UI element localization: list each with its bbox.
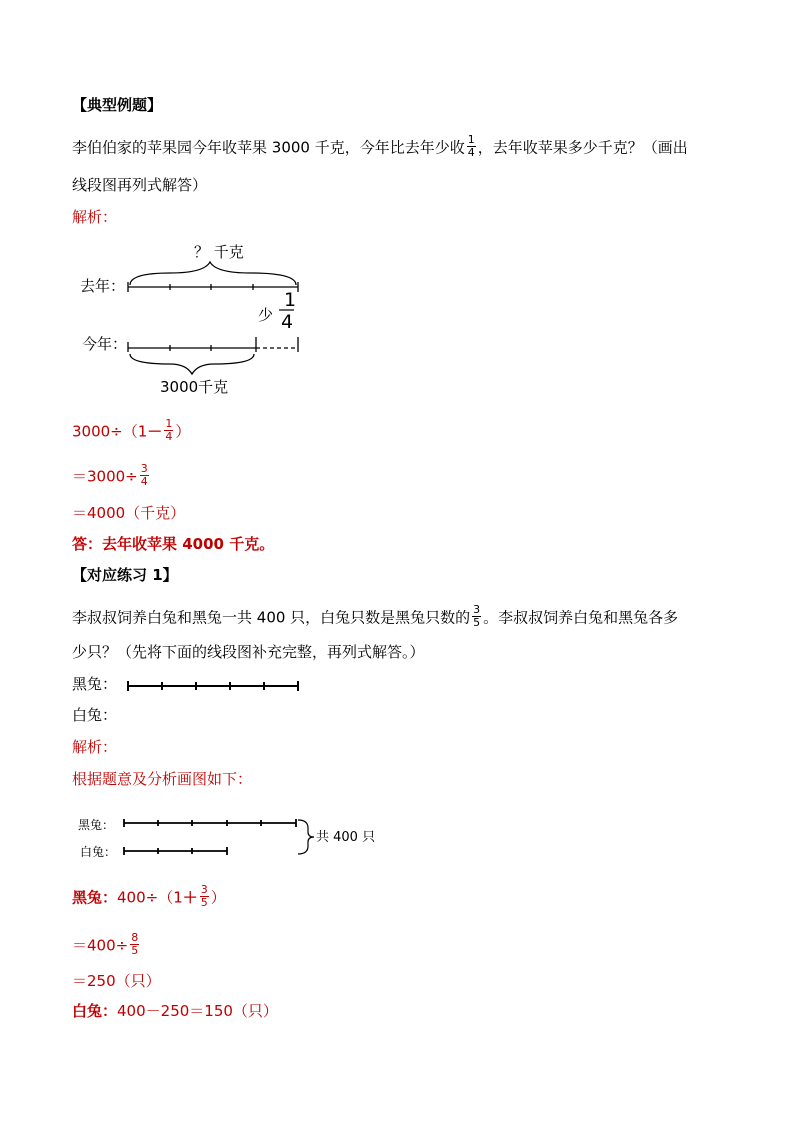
example-segment-diagram (72, 236, 332, 398)
practice-diagram-black-label: 黑兔： (78, 818, 115, 832)
example-problem-line1 (72, 133, 688, 160)
example-problem-text-2: ，去年收苹果多少千克？（画出 (477, 138, 688, 157)
example-problem-line2: 线段图再列式解答） (72, 176, 208, 194)
practice-step2-fraction: $\frac{8}{5}$ (131, 931, 139, 957)
example-step1: 3000÷（1－ $\frac{1}{4}$ ） (72, 417, 191, 443)
example-problem-text: 李伯伯家的苹果园今年收苹果 3000 千克，今年比去年少收 (72, 138, 465, 157)
practice-analysis-intro: 根据题意及分析画图如下： (72, 770, 253, 788)
diagram-total-label: ？ 千克 (194, 243, 244, 261)
diagram-3000-label: 3000千克 (160, 378, 229, 396)
example-step1-fraction: $\frac{1}{4}$ (165, 417, 173, 443)
diagram-less-frac-d: 4 (281, 311, 294, 333)
practice-problem-fraction: $\frac{3}{5}$ (473, 603, 481, 629)
practice-problem-line2: 少只？（先将下面的线段图补充完整，再列式解答。） (72, 643, 425, 661)
example-problem-fraction: $\frac{1}{4}$ (467, 133, 475, 159)
example-step2: ＝3000÷ $\frac{3}{4}$ (72, 462, 148, 488)
practice-diagram-brace (298, 820, 314, 854)
diagram-less-label: 少 (258, 306, 274, 324)
practice-black-rabbit-label: 黑兔： (72, 675, 118, 693)
example-answer: 答：去年收苹果 4000 千克。 (72, 535, 275, 553)
practice-diagram-white-label: 白兔： (80, 845, 117, 859)
practice-problem-text: 李叔叔饲养白兔和黑兔一共 400 只，白兔只数是黑兔只数的 (72, 608, 471, 627)
practice-white-rabbit-label: 白兔： (72, 706, 118, 724)
practice-problem-line1 (72, 603, 679, 630)
diagram-last-year-label: 去年： (80, 277, 126, 295)
example-heading: 【典型例题】 (72, 96, 163, 114)
example-analysis-label: 解析： (72, 208, 118, 226)
practice-black-rabbit-segment (126, 679, 302, 693)
practice-segment-diagram (72, 810, 392, 862)
practice-problem-text-2: 。李叔叔饲养白兔和黑兔各多 (483, 608, 679, 627)
practice-step1: 黑兔：400÷（1＋ $\frac{3}{5}$ ） (72, 883, 226, 909)
diagram-this-year-label: 今年： (82, 335, 128, 353)
practice-heading: 【对应练习 1】 (72, 566, 178, 584)
practice-step4: 白兔：400－250＝150（只） (72, 1002, 278, 1020)
diagram-this-year-ticks (128, 337, 298, 352)
example-step3: ＝4000（千克） (72, 504, 186, 522)
practice-step3: ＝250（只） (72, 972, 161, 990)
diagram-top-brace (130, 262, 296, 285)
example-step2-fraction: $\frac{3}{4}$ (140, 462, 148, 488)
practice-step2: ＝400÷ $\frac{8}{5}$ (72, 931, 139, 957)
practice-analysis-label: 解析： (72, 738, 118, 756)
diagram-bottom-brace (130, 354, 254, 374)
practice-step1-fraction: $\frac{3}{5}$ (200, 883, 208, 909)
diagram-less-frac-n: 1 (284, 289, 297, 311)
practice-diagram-total-label: 共 400 只 (316, 830, 376, 845)
